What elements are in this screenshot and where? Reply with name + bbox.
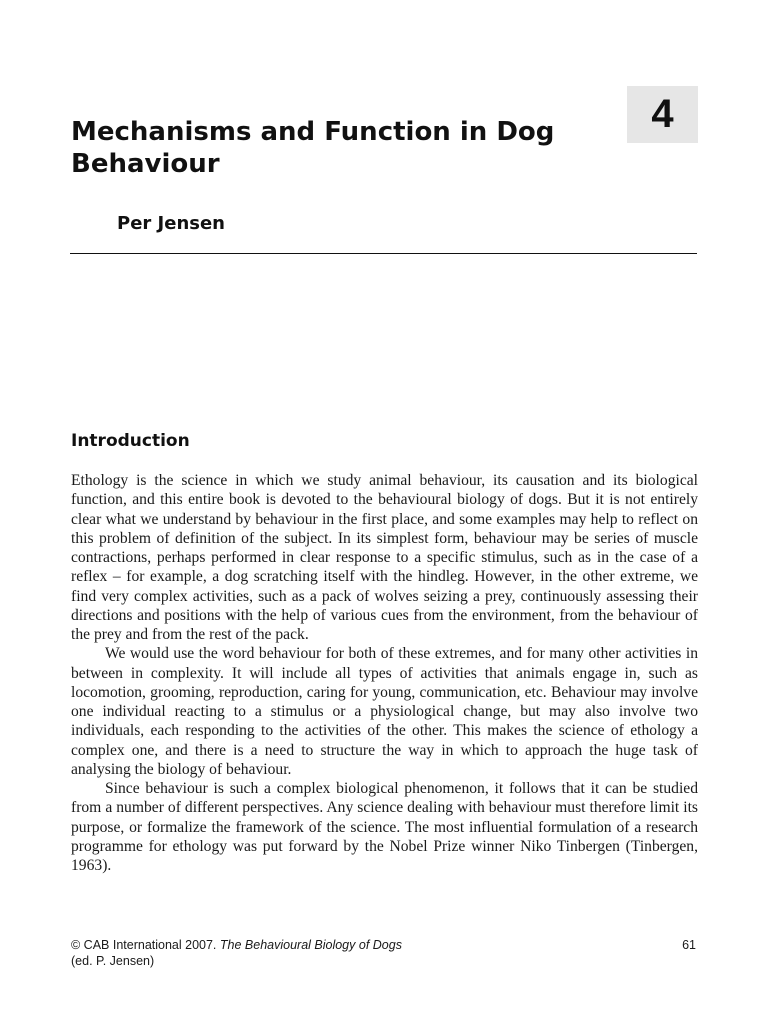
chapter-number: 4 (651, 92, 674, 136)
footer-editor: (ed. P. Jensen) (71, 954, 155, 968)
paragraph-3: Since behaviour is such a complex biological phenomenon, it follows that it can be studied from a number of different perspectives. Any science dealing with behaviour must therefore limit its purpose, or formalize the framework of the science. The most influential formulation of a research programme for ethology was put forward by the Nobel Prize winner Niko Tinbergen (Tinbergen, 1963). (71, 780, 698, 874)
section-heading: Introduction (71, 431, 190, 451)
footer-copyright-line (71, 937, 402, 953)
footer-citation (71, 937, 402, 969)
paragraph-2: We would use the word behaviour for both of these extremes, and for many other activities in between in complexity. It will include all types of activities that animals engage in, such as locomotion, grooming, reproduction, caring for young, communication, etc. Behaviour may involve one individual reacting to a stimulus or a physiological change, but may also involve two individuals, each responding to the activities of the other. This makes the science of ethology a complex one, and there is a need to structure the way in which to approach the huge task of analysing the biology of behaviour. (71, 645, 698, 778)
body-text (71, 471, 698, 875)
footer-copyright: © CAB International 2007. (71, 938, 220, 952)
chapter-author: Per Jensen (117, 213, 225, 234)
paragraph-1: Ethology is the science in which we study animal behaviour, its causation and its biological function, and this entire book is devoted to the behavioural biology of dogs. But it is not entirely clear what we understand by behaviour in the first place, and some examples may help to reflect on this problem of definition of the subject. In its simplest form, behaviour may be series of muscle contractions, perhaps performed in clear response to a specific stimulus, such as in the case of a reflex – for example, a dog scratching itself with the hindleg. However, in the other extreme, we find very complex activities, such as a pack of wolves seizing a prey, continuously assessing their directions and positions with the help of various cues from the environment, from the behaviour of the prey and from the rest of the pack. (71, 472, 698, 643)
page-number: 61 (682, 938, 696, 952)
chapter-number-box (627, 86, 698, 143)
title-divider (70, 253, 697, 254)
chapter-title: Mechanisms and Function in Dog Behaviour (71, 117, 555, 179)
footer-book-title: The Behavioural Biology of Dogs (219, 938, 402, 952)
